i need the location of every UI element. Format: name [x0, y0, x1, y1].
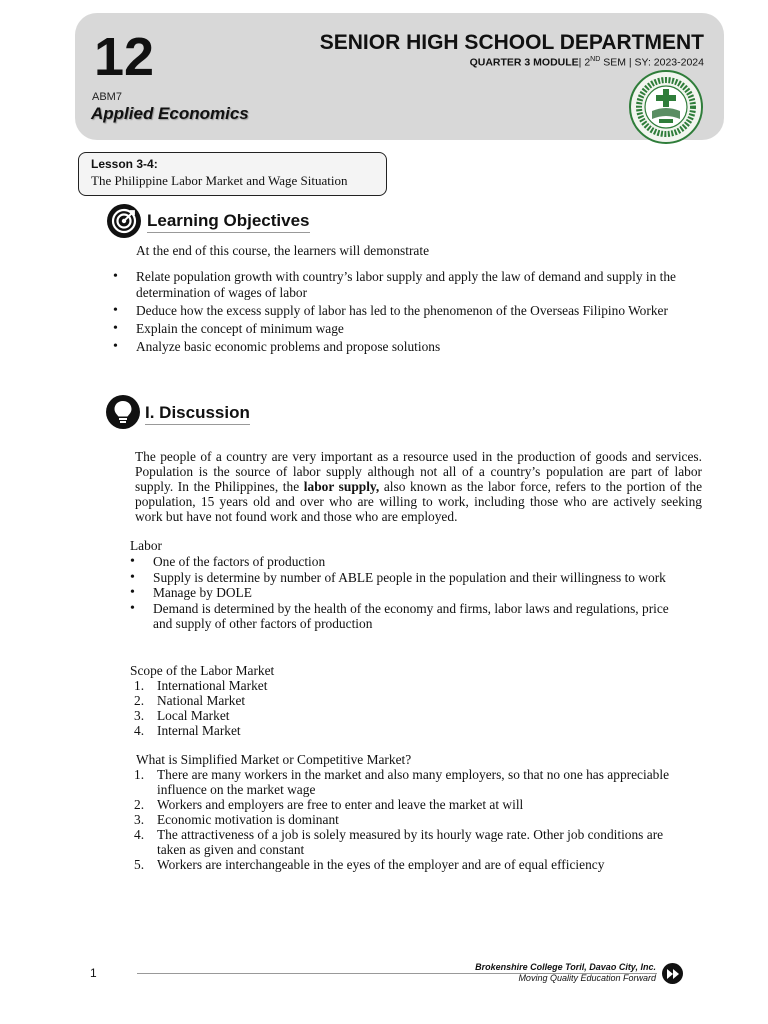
footer-tagline: Moving Quality Education Forward	[518, 973, 656, 983]
discussion-paragraph	[135, 449, 702, 524]
department-title: SENIOR HIGH SCHOOL DEPARTMENT	[319, 31, 704, 54]
list-item: 5. Workers are interchangeable in the eyes of the employer and are of equal efficiency	[134, 857, 605, 872]
list-item-text: There are many workers in the market and also many employers, so that no one has appreciable influence on the market wage	[157, 767, 670, 797]
list-item: • Manage by DOLE	[130, 585, 685, 601]
page-header	[75, 13, 724, 140]
list-item: • One of the factors of production	[130, 554, 685, 570]
list-item: • Analyze basic economic problems and propose solutions	[113, 339, 703, 355]
grade-number: 12	[94, 27, 155, 87]
lesson-title: Lesson 3-4:	[91, 157, 158, 171]
simplified-market-list	[130, 767, 690, 872]
list-item-text: The attractiveness of a job is solely measured by its hourly wage rate. Other job conditions are taken as given and constant	[157, 827, 664, 857]
list-item: • Relate population growth with country’s labor supply and apply the law of demand and supply in the determination of wages of labor	[113, 269, 703, 301]
list-item-text: Workers are interchangeable in the eyes of the employer and are of equal efficiency	[157, 857, 605, 872]
list-item-text: Economic motivation is dominant	[157, 812, 339, 827]
module-label: QUARTER 3 MODULE	[469, 56, 579, 69]
target-icon	[107, 204, 141, 238]
list-item-text: National Market	[157, 693, 246, 708]
semester-superscript: ND	[590, 56, 601, 63]
labor-list	[130, 554, 685, 632]
discussion-heading: I. Discussion	[145, 403, 250, 425]
list-item: 4. The attractiveness of a job is solely measured by its hourly wage rate. Other job conditions are taken as given and constant	[134, 827, 664, 857]
list-item: • Supply is determine by number of ABLE people in the population and their willingness to work	[130, 570, 685, 586]
list-item: 2. National Market	[134, 693, 246, 708]
list-item-text: Workers and employers are free to enter and leave the market at will	[157, 797, 524, 812]
paragraph-text-1: The people of a country are very important as a resource used in the production of goods and services. Population is the source of labor supply although not all of a country’s population are part of labor supply. In the Philippines, the	[135, 449, 702, 494]
scope-heading: Scope of the Labor Market	[130, 663, 275, 678]
module-info	[470, 56, 704, 69]
list-item: 1. There are many workers in the market and also many employers, so that no one has appreciable influence on the market wage	[134, 767, 670, 797]
objectives-list	[113, 269, 703, 357]
fast-forward-icon[interactable]	[662, 963, 683, 984]
lesson-subtitle: The Philippine Labor Market and Wage Situation	[91, 173, 348, 188]
list-item-text: Internal Market	[157, 723, 241, 738]
learning-objectives-heading: Learning Objectives	[147, 211, 310, 233]
subject-name: Applied Economics	[91, 104, 249, 123]
subject-code: ABM7	[92, 91, 122, 103]
lesson-box	[78, 152, 387, 196]
school-year: SEM | SY: 2023-2024	[600, 56, 704, 69]
list-item-text: International Market	[157, 678, 268, 693]
labor-supply-term: labor supply,	[303, 479, 380, 494]
page-number: 1	[90, 966, 97, 980]
brokenshire-college-seal-icon	[628, 69, 704, 145]
list-item: 3. Local Market	[134, 708, 230, 723]
simplified-market-heading: What is Simplified Market or Competitive Market?	[136, 752, 412, 767]
list-item: • Demand is determined by the health of the economy and firms, labor laws and regulations, price and supply of other factors of production	[130, 601, 685, 632]
lightbulb-icon	[106, 395, 140, 429]
scope-list	[130, 678, 690, 738]
list-item: 3. Economic motivation is dominant	[134, 812, 339, 827]
objectives-intro: At the end of this course, the learners will demonstrate	[136, 243, 430, 258]
list-item: • Deduce how the excess supply of labor has led to the phenomenon of the Overseas Filipino Worker	[113, 303, 703, 319]
paragraph-text-2: also known as the labor force, refers to the portion of the population, 15 years old and over who are willing to work, including those who are actively seeking work but have not found work and those who are employed.	[135, 479, 703, 524]
list-item: • Explain the concept of minimum wage	[113, 321, 703, 337]
labor-heading: Labor	[130, 538, 162, 553]
list-item-text: Local Market	[157, 708, 230, 723]
list-item: 1. International Market	[134, 678, 268, 693]
semester-prefix: | 2	[578, 56, 591, 69]
list-item: 2. Workers and employers are free to enter and leave the market at will	[134, 797, 524, 812]
footer-school-name: Brokenshire College Toril, Davao City, Inc.	[475, 962, 656, 972]
list-item: 4. Internal Market	[134, 723, 241, 738]
